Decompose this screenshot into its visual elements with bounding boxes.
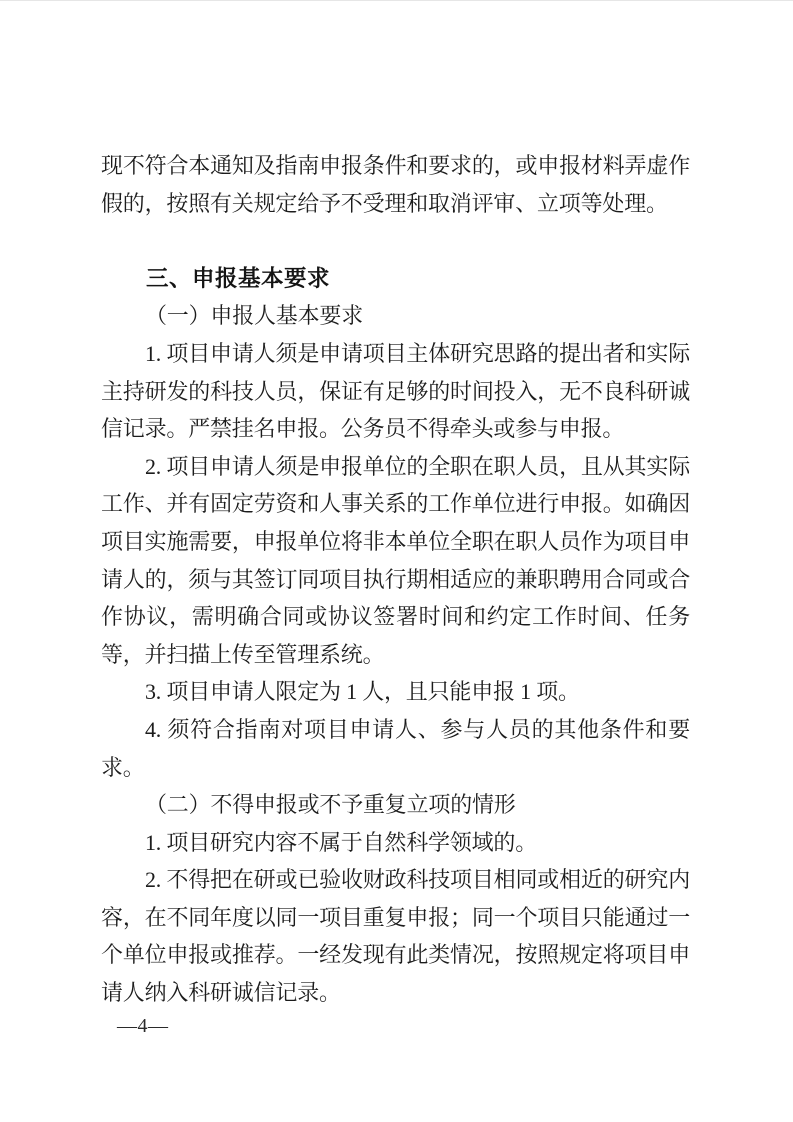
applicant-requirement-item-3: 3. 项目申请人限定为 1 人，且只能申报 1 项。 — [145, 679, 580, 705]
applicant-requirement-item-2: 2. 项目申请人须是申报单位的全职在职人员，且从其实际工作、并有固定劳资和人事关系的工作单位进行申报。如确因项目实施需要，申报单位将非本单位全职在职人员作为项目申请人的，须与其签订同项目执行期相适应的兼职聘用合同或合作协议，需明确合同或协议签署时间和约定工作时间、任务等，并扫描上传至管理系统。 — [101, 453, 690, 667]
paragraph-continuation: 现不符合本通知及指南申报条件和要求的，或申报材料弄虚作假的，按照有关规定给予不受理和取消评审、立项等处理。 — [101, 153, 690, 216]
document-body — [101, 147, 690, 1012]
prohibited-case-item-2: 2. 不得把在研或已验收财政科技项目相同或相近的研究内容，在不同年度以同一项目重复申报；同一个项目只能通过一个单位申报或推荐。一经发现有此类情况，按照规定将项目申请人纳入科研诚信记录。 — [101, 867, 690, 1006]
subsection-1-heading: （一）申报人基本要求 — [145, 303, 364, 329]
applicant-requirement-item-4: 4. 须符合指南对项目申请人、参与人员的其他条件和要求。 — [101, 716, 690, 780]
section-heading: 三、申报基本要求 — [146, 265, 331, 291]
subsection-2-heading: （二）不得申报或不予重复立项的情形 — [145, 792, 516, 818]
applicant-requirement-item-1: 1. 项目申请人须是申请项目主体研究思路的提出者和实际主持研发的科技人员，保证有足够的时间投入，无不良科研诚信记录。严禁挂名申报。公务员不得牵头或参与申报。 — [101, 340, 690, 442]
page-number: —4— — [117, 1015, 169, 1037]
prohibited-case-item-1: 1. 项目研究内容不属于自然科学领域的。 — [145, 829, 538, 855]
